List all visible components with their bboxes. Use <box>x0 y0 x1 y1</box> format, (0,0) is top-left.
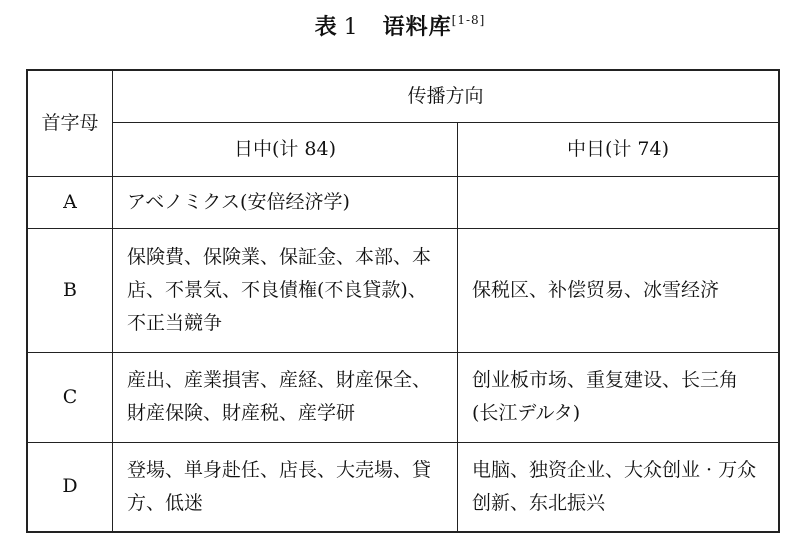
table-row <box>27 228 779 352</box>
header-japanese-to-chinese: 日中(计 84) <box>113 122 458 176</box>
cell-chinese-to-japanese: 电脑、独资企业、大众创业 · 万众创新、东北振兴 <box>458 442 780 532</box>
cell-japanese-to-chinese: 保険費、保険業、保証金、本部、本店、不景気、不良債権(不良貸款)、不正当競争 <box>113 228 458 352</box>
subheader-row <box>27 122 779 176</box>
header-initial-letter: 首字母 <box>27 70 113 176</box>
header-chinese-to-japanese: 中日(计 74) <box>458 122 780 176</box>
table-row <box>27 176 779 228</box>
row-letter: C <box>27 352 113 442</box>
corpus-table <box>26 69 780 533</box>
table-row <box>27 352 779 442</box>
caption-name: 语料库 <box>382 15 452 40</box>
cell-japanese-to-chinese: 登場、単身赴任、店長、大売場、貸方、低迷 <box>113 442 458 532</box>
cell-chinese-to-japanese: 创业板市场、重复建设、长三角(长江デルタ) <box>458 352 780 442</box>
caption-label: 表 <box>314 15 338 40</box>
table-caption <box>0 10 800 41</box>
cell-chinese-to-japanese <box>458 176 780 228</box>
row-letter: D <box>27 442 113 532</box>
table-row <box>27 442 779 532</box>
cell-chinese-to-japanese: 保税区、补偿贸易、冰雪经济 <box>458 228 780 352</box>
cell-japanese-to-chinese: 産出、産業損害、産経、財産保全、財産保険、財産税、産学研 <box>113 352 458 442</box>
header-row <box>27 70 779 122</box>
header-direction: 传播方向 <box>113 70 780 122</box>
row-letter: B <box>27 228 113 352</box>
caption-reference: [1-8] <box>451 13 486 27</box>
row-letter: A <box>27 176 113 228</box>
caption-number: 1 <box>343 15 359 40</box>
cell-japanese-to-chinese: アベノミクス(安倍经济学) <box>113 176 458 228</box>
